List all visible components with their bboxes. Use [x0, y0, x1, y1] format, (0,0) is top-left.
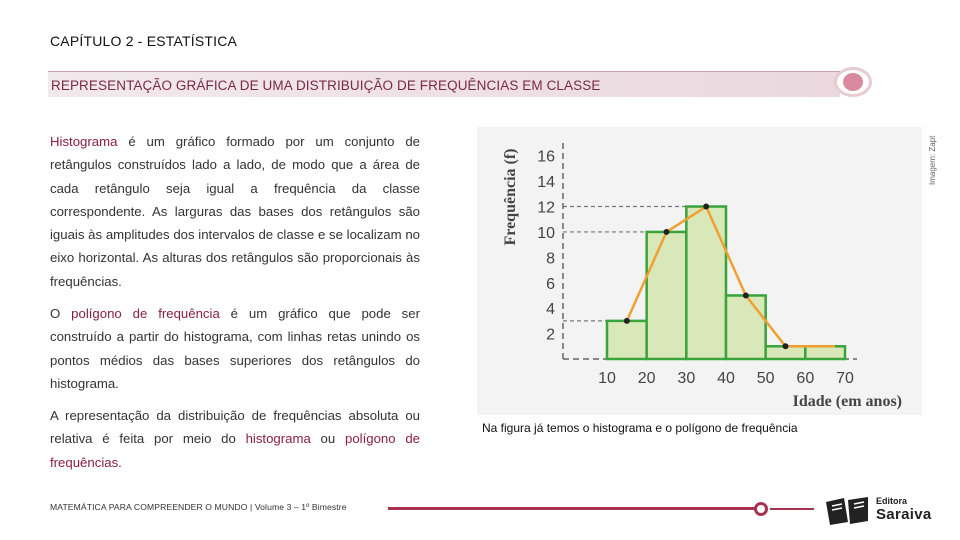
x-tick-label: 70 — [836, 370, 854, 387]
x-axis-label: Idade (em anos) — [792, 393, 902, 410]
y-tick-label: 2 — [546, 326, 555, 344]
y-tick-label: 14 — [537, 174, 555, 192]
y-tick-label: 12 — [537, 199, 555, 217]
paragraph-representation-text2: ou — [310, 431, 345, 447]
y-axis-label: Frequência (f) — [502, 148, 519, 246]
term-polygon: polígono de frequência — [71, 306, 220, 321]
paragraph-representation — [50, 404, 420, 474]
logo-line2: Saraiva — [876, 506, 932, 523]
footer-line-right — [770, 508, 814, 510]
paragraph-histogram — [50, 130, 420, 293]
x-tick-label: 50 — [756, 370, 775, 387]
x-tick-label: 30 — [677, 370, 696, 387]
y-tick-label: 16 — [537, 148, 555, 166]
polygon-point — [743, 292, 749, 298]
y-tick-label: 8 — [546, 250, 555, 268]
polygon-point — [624, 318, 630, 324]
section-title: REPRESENTAÇÃO GRÁFICA DE UMA DISTRIBUIÇÃO DE FREQUÊNCIAS EM CLASSE — [51, 78, 601, 93]
histogram-bar — [726, 295, 766, 359]
chapter-title: CAPÍTULO 2 - ESTATÍSTICA — [50, 33, 238, 49]
histogram-chart — [477, 127, 922, 415]
decorative-dot — [843, 73, 863, 91]
paragraph-representation-text1: A representação da distribuição de frequências absoluta ou relativa é feita por meio do — [50, 408, 420, 447]
paragraph-histogram-text: é um gráfico formado por um conjunto de retângulos construídos lado a lado, de modo que a área de cada retângulo seja igual a frequência da classe correspondente. As larguras das bases dos retângulos são iguais às amplitudes dos intervalos de classe e se localizam no eixo horizontal. As alturas dos retângulos são proporcionais às frequências. — [50, 134, 420, 289]
logo-line1: Editora — [876, 496, 908, 506]
footer-ring — [754, 502, 768, 516]
term-histograma: histograma — [245, 431, 311, 447]
y-tick-label: 10 — [537, 224, 555, 242]
x-tick-label: 10 — [598, 370, 616, 387]
x-tick-label: 20 — [637, 370, 656, 387]
image-credit: Imagem: Zapt — [928, 135, 937, 185]
section-banner — [48, 71, 840, 97]
footer-line — [388, 507, 756, 510]
term-histogram: Histograma — [50, 134, 118, 149]
histogram-bar — [805, 346, 845, 359]
histogram-bar — [686, 207, 726, 359]
polygon-point — [664, 229, 670, 235]
polygon-point — [783, 343, 789, 349]
x-tick-label: 60 — [796, 370, 815, 387]
footer-text: MATEMÁTICA PARA COMPREENDER O MUNDO | Volume 3 – 1º Bimestre — [50, 502, 347, 512]
y-tick-label: 6 — [546, 275, 555, 293]
x-tick-label: 40 — [717, 370, 735, 387]
histogram-svg — [477, 127, 922, 415]
histogram-bar — [607, 321, 647, 359]
paragraph-polygon-lead: O — [50, 306, 72, 321]
paragraph-polygon-text: é um gráfico que pode ser construído a partir do histograma, com linhas retas unindo os pontos médios das bases superiores dos retângulos do histograma. — [50, 306, 420, 391]
histogram-bar — [647, 232, 687, 359]
publisher-logo — [824, 494, 942, 528]
polygon-point — [703, 204, 709, 210]
paragraph-polygon — [50, 302, 420, 395]
y-tick-label: 4 — [546, 301, 555, 319]
term-poligono: polígono de frequências. — [50, 431, 420, 470]
book-icon — [824, 494, 872, 526]
figure-caption: Na figura já temos o histograma e o polígono de frequência — [482, 421, 798, 435]
